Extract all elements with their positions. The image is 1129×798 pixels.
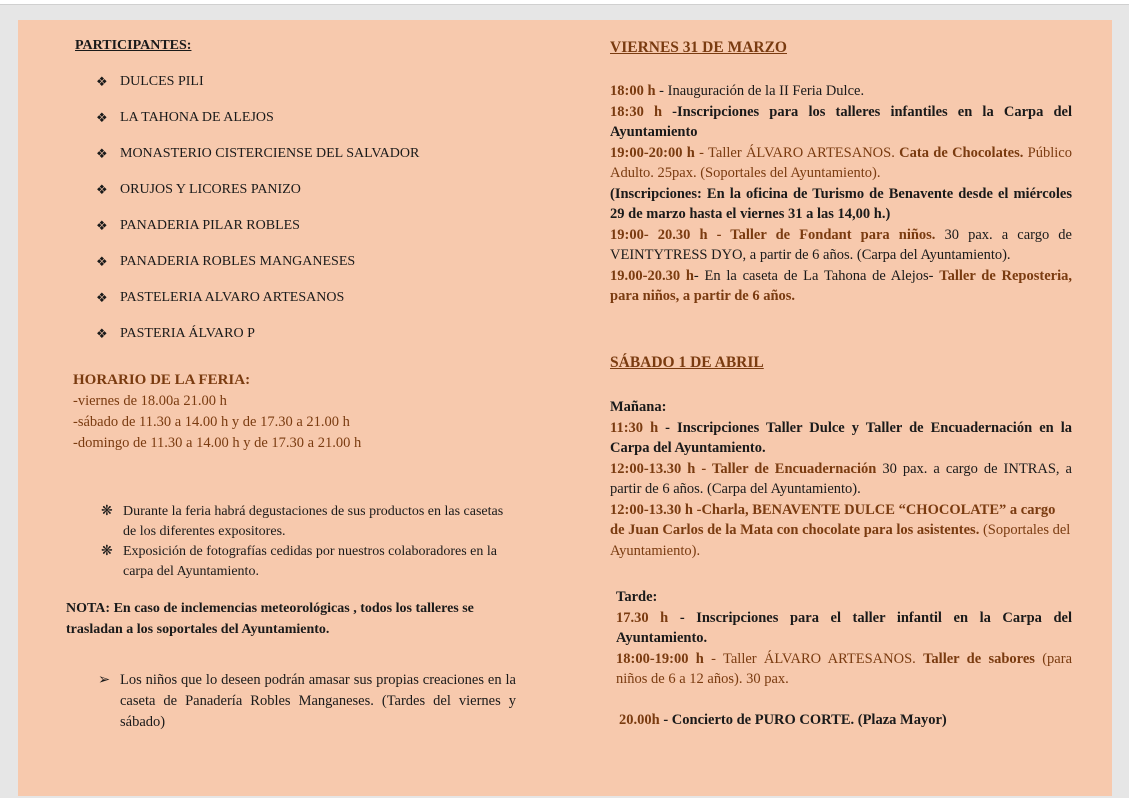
event-item: 17.30 h - Inscripciones para el taller infantil en la Carpa del Ayuntamiento. [616,609,1072,646]
diamond-bullet-icon: ❖ [96,74,108,89]
participantes-title: PARTICIPANTES: [75,38,192,53]
diamond-bullet-icon: ❖ [96,110,108,125]
diamond-bullet-icon: ❖ [96,326,108,341]
document-page [18,20,1112,796]
ninos-text: Los niños que lo deseen podrán amasar sus propias creaciones en la caseta de Panadería Robles Manganeses. (Tardes del viernes y sábado) [120,672,516,730]
event-item: 19:00-20:00 h - Taller ÁLVARO ARTESANOS. Cata de Chocolates. Público Adulto. 25pax. (Soportales del Ayuntamiento). [610,144,1072,181]
arrow-bullet-icon: ➢ [98,672,111,688]
list-item: ❖ MONASTERIO CISTERCIENSE DEL SALVADOR [96,144,419,180]
ninos-note [98,670,516,733]
notes-list [101,502,516,582]
concierto-event: 20.00h - Concierto de PURO CORTE. (Plaza Mayor) [619,712,947,728]
diamond-bullet-icon: ❖ [96,218,108,233]
asterisk-bullet-icon: ❋ [101,504,113,519]
asterisk-bullet-icon: ❋ [101,544,113,559]
list-item: ❖ PANADERIA ROBLES MANGANESES [96,252,419,288]
horario-block [73,370,361,454]
event-item: 18:30 h -Inscripciones para los talleres infantiles en la Carpa del Ayuntamiento [610,103,1072,140]
nota-text: NOTA: En caso de inclemencias meteorológicas , todos los talleres se trasladan a los soportales del Ayuntamiento. [66,601,474,637]
horario-line: -domingo de 11.30 a 14.00 h y de 17.30 a 21.00 h [73,435,362,451]
participantes-list [96,72,419,360]
diamond-bullet-icon: ❖ [96,146,108,161]
event-item: 19:00- 20.30 h - Taller de Fondant para niños. 30 pax. a cargo de VEINTYTRESS DYO, a partir de 6 años. (Carpa del Ayuntamiento). [610,226,1072,263]
event-item: 12:00-13.30 h - Taller de Encuadernación 30 pax. a cargo de INTRAS, a partir de 6 años. (Carpa del Ayuntamiento). [610,460,1072,497]
list-item: ❖ LA TAHONA DE ALEJOS [96,108,419,144]
list-item: ❖ DULCES PILI [96,72,419,108]
event-item: (Inscripciones: En la oficina de Turismo de Benavente desde el miércoles 29 de marzo hasta el viernes 31 a las 14,00 h.) [610,185,1072,222]
horario-line: -viernes de 18.00a 21.00 h [73,393,227,409]
horario-line: -sábado de 11.30 a 14.00 h y de 17.30 a 21.00 h [73,414,350,430]
diamond-bullet-icon: ❖ [96,182,108,197]
viernes-title: VIERNES 31 DE MARZO [610,39,787,56]
list-item: ❖ PASTELERIA ALVARO ARTESANOS [96,288,419,324]
list-item: ❖ ORUJOS Y LICORES PANIZO [96,180,419,216]
window-top-border [0,0,1129,5]
manana-label: Mañana: [610,399,667,415]
list-item: ❖ PANADERIA PILAR ROBLES [96,216,419,252]
list-item: ❋ Exposición de fotografías cedidas por nuestros colaboradores en la carpa del Ayuntamiento. [101,542,516,582]
event-item: 11:30 h - Inscripciones Taller Dulce y Taller de Encuadernación en la Carpa del Ayuntamiento. [610,419,1073,456]
diamond-bullet-icon: ❖ [96,254,108,269]
tarde-label: Tarde: [616,589,658,605]
sabado-tarde [616,587,1072,690]
event-item: 18:00 h - Inauguración de la II Feria Dulce. [610,83,865,99]
list-item: ❋ Durante la feria habrá degustaciones de sus productos en las casetas de los diferentes expositores. [101,502,516,542]
sabado-manana [610,397,1072,561]
diamond-bullet-icon: ❖ [96,290,108,305]
sabado-title: SÁBADO 1 DE ABRIL [610,354,764,371]
list-item: ❖ PASTERIA ÁLVARO P [96,324,419,360]
horario-title: HORARIO DE LA FERIA: [73,372,251,388]
viernes-events [610,81,1072,307]
event-item: 18:00-19:00 h - Taller ÁLVARO ARTESANOS. Taller de sabores (para niños de 6 a 12 años). 30 pax. [616,650,1072,687]
event-item: 19.00-20.30 h- En la caseta de La Tahona de Alejos- Taller de Reposteria, para niños, a partir de 6 años. [610,267,1072,304]
event-item: 12:00-13.30 h -Charla, BENAVENTE DULCE “CHOCOLATE” a cargo de Juan Carlos de la Mata con chocolate para los asistentes. (Soportales del Ayuntamiento). [610,501,1071,559]
